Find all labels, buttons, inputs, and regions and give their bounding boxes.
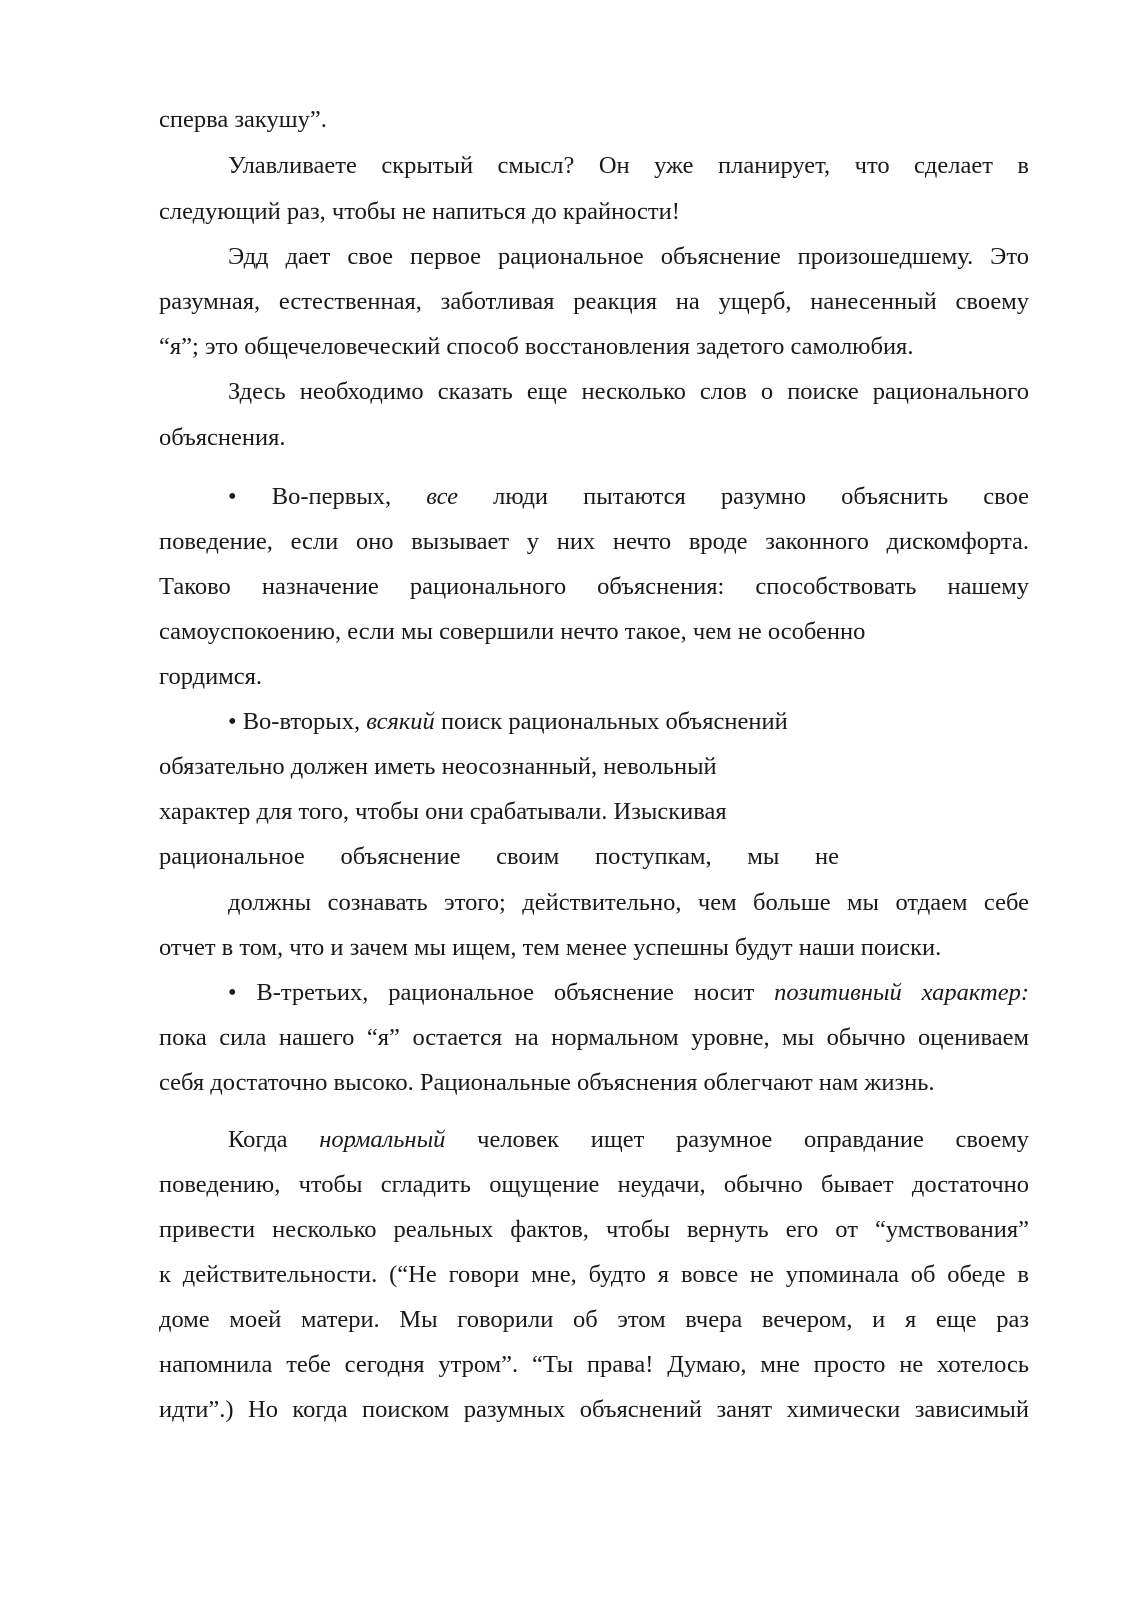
text-line: Когда нормальный человек ищет разумное оправдание своему bbox=[228, 1126, 1029, 1153]
text-line: идти”.) Но когда поиском разумных объяснений занят химически зависимый bbox=[159, 1396, 1029, 1423]
text-line: Улавливаете скрытый смысл? Он уже планирует, что сделает в bbox=[228, 152, 1029, 179]
text-line: Таково назначение рационального объяснения: способствовать нашему bbox=[159, 573, 1029, 600]
text-line: обязательно должен иметь неосознанный, невольный bbox=[159, 753, 717, 780]
text-line: “я”; это общечеловеческий способ восстановления задетого самолюбия. bbox=[159, 333, 914, 360]
text-line: самоуспокоению, если мы совершили нечто такое, чем не особенно bbox=[159, 618, 866, 645]
text-line: отчет в том, что и зачем мы ищем, тем менее успешны будут наши поиски. bbox=[159, 934, 942, 961]
emphasis: позитивный характер: bbox=[774, 979, 1029, 1006]
text-line: рациональное объяснение своим поступкам, мы не bbox=[159, 843, 839, 870]
text-line: привести несколько реальных фактов, чтобы вернуть его от “умствования” bbox=[159, 1216, 1029, 1243]
text-line: гордимся. bbox=[159, 663, 262, 690]
bullet-line: • В-третьих, рациональное объяснение носит позитивный характер: bbox=[228, 979, 1029, 1006]
text-line: пока сила нашего “я” остается на нормальном уровне, мы обычно оцениваем bbox=[159, 1024, 1029, 1051]
text-line: разумная, естественная, заботливая реакция на ущерб, нанесенный своему bbox=[159, 288, 1029, 315]
bullet-line: • Во-первых, все люди пытаются разумно объяснить свое bbox=[228, 483, 1029, 510]
text-line: себя достаточно высоко. Рациональные объяснения облегчают нам жизнь. bbox=[159, 1069, 935, 1096]
text-line: Здесь необходимо сказать еще несколько слов о поиске рационального bbox=[228, 378, 1029, 405]
text-line: поведение, если оно вызывает у них нечто вроде законного дискомфорта. bbox=[159, 528, 1029, 555]
text-line: доме моей матери. Мы говорили об этом вчера вечером, и я еще раз bbox=[159, 1306, 1029, 1333]
emphasis: всякий bbox=[366, 708, 435, 735]
text-line: напомнила тебе сегодня утром”. “Ты права! Думаю, мне просто не хотелось bbox=[159, 1351, 1029, 1378]
text-line: следующий раз, чтобы не напиться до крайности! bbox=[159, 198, 680, 225]
emphasis: все bbox=[426, 483, 459, 510]
bullet-line: • Во-вторых, всякий поиск рациональных объяснений bbox=[228, 708, 788, 735]
text-line: Эдд дает свое первое рациональное объяснение произошедшему. Это bbox=[228, 243, 1029, 270]
text-line: сперва закушу”. bbox=[159, 106, 327, 133]
text-line: объяснения. bbox=[159, 424, 286, 451]
text-line: к действительности. (“Не говори мне, будто я вовсе не упоминала об обеде в bbox=[159, 1261, 1029, 1288]
text-line: характер для того, чтобы они срабатывали. Изыскивая bbox=[159, 798, 727, 825]
text-line: поведению, чтобы сгладить ощущение неудачи, обычно бывает достаточно bbox=[159, 1171, 1029, 1198]
emphasis: нормальный bbox=[319, 1126, 446, 1153]
text-line: должны сознавать этого; действительно, чем больше мы отдаем себе bbox=[228, 889, 1029, 916]
